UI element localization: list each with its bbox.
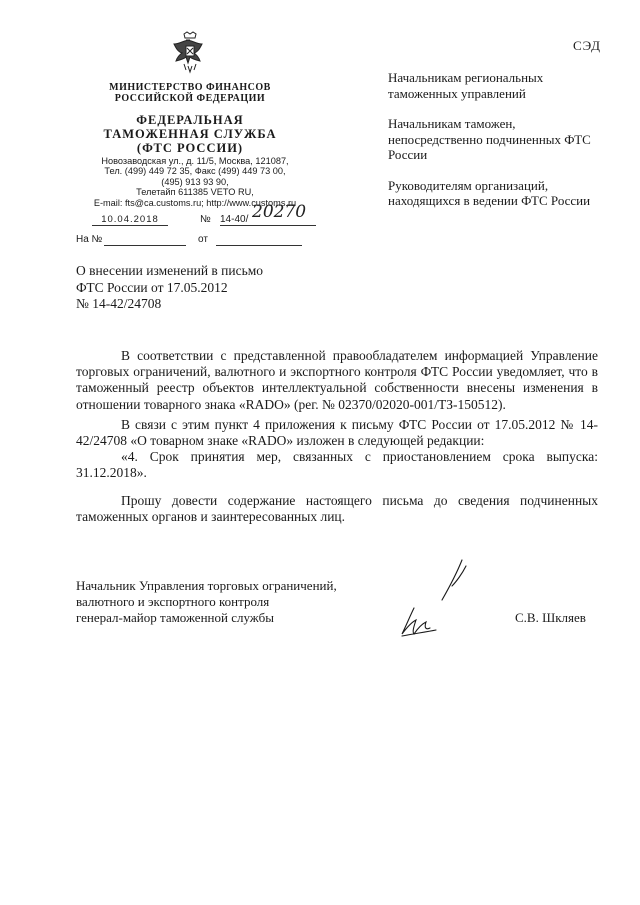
fts-line3: (ФТС РОССИИ) [136,141,244,155]
reference-from-label: от [198,234,208,245]
letter-subject [76,263,316,313]
ministry-line2: РОССИЙСКОЙ ФЕДЕРАЦИИ [114,93,266,104]
reference-number-blank [104,245,186,246]
signatory-title-line: генерал-майор таможенной службы [76,610,274,625]
body-paragraph: В связи с этим пункт 4 приложения к письму ФТС России от 17.05.2012 № 14-42/24708 «О товарном знаке «RADO» изложен в следующей редакции: [76,416,598,449]
fts-line1: ФЕДЕРАЛЬНАЯ [136,113,244,127]
reference-number-label: На № [76,234,103,245]
sed-stamp: СЭД [573,38,602,53]
address-line: Новозаводская ул., д. 11/5, Москва, 121087, [101,156,289,166]
subject-line: О внесении изменений в письмо [76,263,264,278]
body-paragraph: В соответствии с представленной правообладателем информацией Управление торговых ограничений, валютного и экспортного контроля ФТС России уведомляет, что в таможенный реестр объектов интеллектуальной собственности внесены изменения в отношении товарного знака «RADO» (рег. № 02370/02020-001/ТЗ-150512). [76,348,598,412]
reference-row [76,234,306,248]
reference-date-blank [216,245,302,246]
signatory-title-line: валютного и экспортного контроля [76,594,270,609]
signatory-title [76,578,396,626]
address-line: Тел. (499) 449 72 35, Факс (499) 449 73 00, [104,166,286,177]
subject-line: № 14-42/24708 [76,296,162,311]
organization-header [70,82,310,155]
registration-number-label: № [200,214,211,225]
fts-line2: ТАМОЖЕННАЯ СЛУЖБА [103,127,277,141]
registration-number-prefix: 14-40/ [220,214,249,225]
russian-coat-of-arms-icon [170,30,210,74]
subject-line: ФТС России от 17.05.2012 [76,279,228,295]
registration-number-handwritten: 20270 [252,202,307,222]
ministry-line1: МИНИСТЕРСТВО ФИНАНСОВ [109,82,271,93]
addressees [388,70,598,224]
registration-date: 10.04.2018 [92,214,168,226]
signatory-name: С.В. Шкляев [515,610,586,625]
addressee: Начальникам таможен, непосредственно подчиненных ФТС России [388,116,591,162]
addressee: Начальникам региональных таможенных управлений [388,70,544,101]
body-paragraph: «4. Срок принятия мер, связанных с приостановлением срока выпуска: 31.12.2018». [76,449,598,481]
letter-body [76,348,598,525]
signatory-title-line: Начальник Управления торговых ограничений, [76,578,337,593]
body-paragraph: Прошу довести содержание настоящего письма до сведения подчиненных таможенных органов и заинтересованных лиц. [76,492,598,524]
organization-address [80,156,310,208]
handwritten-signature-icon [392,556,482,644]
address-line: (495) 913 93 90, [161,176,229,187]
address-line: Телетайп 611385 VETO RU, [136,187,254,198]
addressee: Руководителям организаций, находящихся в ведении ФТС России [388,177,591,208]
address-line: E-mail: fts@ca.customs.ru; http://www.customs.ru [93,197,297,208]
